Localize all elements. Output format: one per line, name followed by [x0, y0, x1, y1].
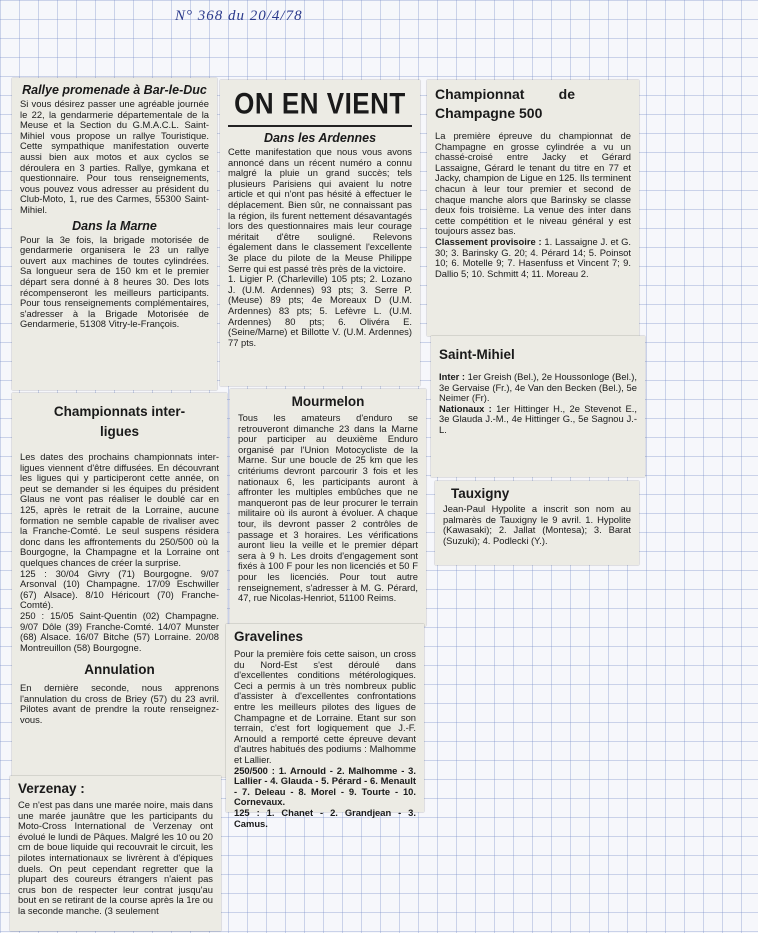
clipping-tauxigny: [435, 481, 639, 565]
saint-mihiel-title: Saint-Mihiel: [439, 347, 515, 362]
nationaux-values: 1er Hittinger H., 2e Stevenot E., 3e Glauda J.-M., 4e Hittinger G., 5e Sagnou J.-L.: [439, 402, 638, 435]
champagne-classement: [435, 237, 631, 279]
classement-label: Classement provisoire :: [435, 235, 542, 247]
ardennes-results: 1. Ligier P. (Charleville) 105 pts; 2. Lozano J. (U.M. Ardennes) 93 pts; 3. Serre P. (Meuse) 89 pts; 4e Moreaux D (U.M. Ardennes) 83 pts; 5. Lefèvre L. (U.M. Ardennes) 80 pts; 6. Olivéra E. (Seine/Marne) et Billotte V. (U.M. Ardennes) 77 pts.: [228, 273, 412, 348]
interligues-250: 250 : 15/05 Saint-Quentin (02) Champagne. 9/07 Dôle (39) Franche-Comté. 14/07 Munster (68) Alsace. 16/07 Bitche (57) Lorraine. 20/08 Montreuillon (58) Bourgogne.: [20, 609, 219, 653]
on-en-vient-headline: ON EN VIENT: [234, 85, 406, 121]
mourmelon-title: Mourmelon: [291, 394, 365, 409]
clipping-verzenay: [10, 776, 221, 931]
interligues-title: Championnats inter-ligues: [53, 404, 186, 439]
champagne-body: La première épreuve du championnat de Champagne en grosse cylindrée a vu un chassé-croisé entre Jacky et Gérard Lassaigne, Gérard le tenant du titre en 77 et Jacky, champion de Ligue en 125. Ils terminent chacun à leur tour premier et second de chaque manche alors que Barinsky se classe deux fois troisième. La venue des inter dans cette compétition et le niveau général y est toujours assez bas.: [435, 130, 631, 237]
classement-values: 1. Lassaigne J. et G. 30; 3. Barinsky G. 20; 4. Pérard 14; 5. Poinsot 10; 6. Motelle 9; 7. Hasenfuss et Vincent 7; 9. Dallio 5; 10. Schmitt 4; 11. Moreau 2.: [435, 235, 631, 279]
clipping-saint-mihiel: [431, 336, 645, 477]
rallye-title: Rallye promenade à Bar-le-Duc: [22, 83, 207, 97]
headline-rule: [228, 125, 412, 127]
inter-values: 1er Greish (Bel.), 2e Houssonloge (Bel.), 3e Gervaise (Fr.), 4e Van den Becken (Bel.), 5e Neimer (Fr).: [439, 371, 638, 404]
gravelines-250: 250/500 : 1. Arnould - 2. Malhomme - 3. Lallier - 4. Glauda - 5. Pérard - 6. Menault - 7. Deleau - 8. Morel - 9. Tourte - 10. Cornevaux.: [234, 764, 416, 808]
gravelines-body: Pour la première fois cette saison, un cross du Nord-Est s'est déroulé dans d'excellentes conditions métérologiques. Ceci a permis à un très nombreux public d'assister à d'excellentes confrontations entre les meilleurs pilotes des ligues de Champagne et de Lorraine. Etant sur son terrain, c'est fort logiquement que J.-F. Arnould a remporté cette épreuve devant d'autres habitués des podiums : Malhomme et Lallier.: [234, 648, 416, 765]
tauxigny-body: Jean-Paul Hypolite a inscrit son nom au palmarès de Tauxigny le 9 avril. 1. Hypolite (Kawasaki); 2. Jallat (Montesa); 3. Barat (Suzuki); 4. Podlecki (Y.).: [443, 503, 631, 546]
nationaux-label: Nationaux :: [439, 402, 492, 414]
saint-mihiel-nationaux: [439, 404, 637, 436]
clipping-on-en-vient: [220, 80, 420, 386]
verzenay-title: Verzenay :: [18, 781, 85, 796]
champagne-title: Championnat de Champagne 500: [435, 86, 575, 121]
annulation-body: En dernière seconde, nous apprenons l'annulation du cross de Briey (57) du 23 avril. Pilotes avant de prendre la route renseignez-vous.: [20, 682, 219, 726]
clipping-interligues: [12, 393, 227, 777]
marne-title: Dans la Marne: [72, 218, 157, 233]
interligues-body: Les dates des prochains championnats inter-ligues viennent d'être diffusées. En découvrant les ligues qui y participeront cette année, on peut se demander si les équipes du président Glaus ne vont pas réaliser le doublé car en 125, après le retrait de la Lorraine, aucune formation ne semble capable de rivaliser avec la Franche-Comté. Le seul suspens résidera donc dans les affrontements du 250/500 où la Bourgogne, la Champagne et la Lorraine ont quelques chances de créer la surprise.: [20, 451, 219, 568]
clipping-rallye: [12, 78, 217, 390]
verzenay-body: Ce n'est pas dans une marée noire, mais dans une marée jaunâtre que les participants du Moto-Cross International de Verzenay ont évolué le lundi de Pâques. Malgré les 10 ou 20 cm de boue liquide qui recouvrait le circuit, les pilotes internationaux se livrèrent à d'épiques duels. On peut cependant regretter que la plupart des coureurs étrangers n'aient pas crus bon de respecter leur contrat jusqu'au bout en se retirant de la course après la 1re ou la seconde manche. (3 seulement: [18, 799, 213, 916]
saint-mihiel-inter: [439, 372, 637, 404]
ardennes-subtitle: Dans les Ardennes: [263, 131, 377, 145]
marne-body: Pour la 3e fois, la brigade motorisée de gendarmerie organisera le 23 un rallye ouvert aux machines de toutes cylindrées. Sa longueur sera de 150 km et le premier départ sera donné à 8 heures 30. Des lots récompenseront les meilleurs participants. Pour tous renseignements complémentaires, s'adresser à la Brigade Motorisée de Gendarmerie, 51308 Vitry-le-François.: [20, 233, 209, 330]
inter-label: Inter :: [439, 371, 466, 382]
clipping-mourmelon: [230, 389, 426, 626]
gravelines-125: 125 : 1. Chanet - 2. Grandjean - 3. Camus.: [234, 806, 416, 829]
tauxigny-title: Tauxigny: [451, 486, 510, 501]
mourmelon-body: Tous les amateurs d'enduro se retrouveront dimanche 23 dans la Marne pour participer au deuxième Enduro organisé par l'Union Motocycliste de la Marne. Sur une boucle de 25 km que les critériums devront parcourir 3 fois et les nationaux 6, les participants auront à affronter les multiples embûches que ne manqueront pas de leur procurer le terrain militaire où ils auront à évoluer. A chaque tour, ils devront passer 2 contrôles de passage et 3 horaires. Les vérifications auront lieu la veille et le premier départ sera à 9 h. Les droits d'engagement sont fixés à 100 F pour les non licenciés et 50 F pour les licenciés. Pour tout autre renseignement, s'adresser à M. G. Pérard, 47, rue Nicolas-Henriot, 51100 Reims.: [238, 412, 418, 604]
rallye-body: Si vous désirez passer une agréable journée le 22, la gendarmerie départementale de la Meuse et la Section du G.M.A.C.L. Saint-Mihiel vous propose un rallye Touristique. Cette sympathique manifestation ouverte aussi bien aux motos et aux cyclos se déroulera en 3 parties. Rallye, gymkana et questionnaire. Pour tous renseignements, vous pouvez vous adresser au président du Club-Moto, 1, rue des Carmes, 55300 Saint-Mihiel.: [20, 98, 209, 215]
clipping-gravelines: [226, 624, 424, 829]
ardennes-body: Cette manifestation que nous vous avons annoncé dans un récent numéro a connu malgré la pluie un grand succès; tels plusieurs Parisiens qui avaient lu notre article et qui n'ont pas hésité à effectuer le déplacement. Bien sûr, ne connaissant pas la région, ils furent nettement désavantagés lors des questionnaires mais leur courage méritait d'être souligné. Relevons également dans le classement l'excellente 3e place du pilote de la Meuse Philippe Serre qui est passé très près de la victoire.: [228, 146, 412, 274]
annulation-title: Annulation: [84, 662, 155, 678]
interligues-125: 125 : 30/04 Givry (71) Bourgogne. 9/07 Arsonval (10) Champagne. 17/09 Eschwiller (67) Alsace). 8/10 Héricourt (70) Franche-Comté).: [20, 567, 219, 611]
gravelines-title: Gravelines: [234, 629, 304, 644]
clipping-champagne: [427, 80, 639, 336]
handwritten-note: N° 368 du 20/4/78: [175, 8, 303, 24]
